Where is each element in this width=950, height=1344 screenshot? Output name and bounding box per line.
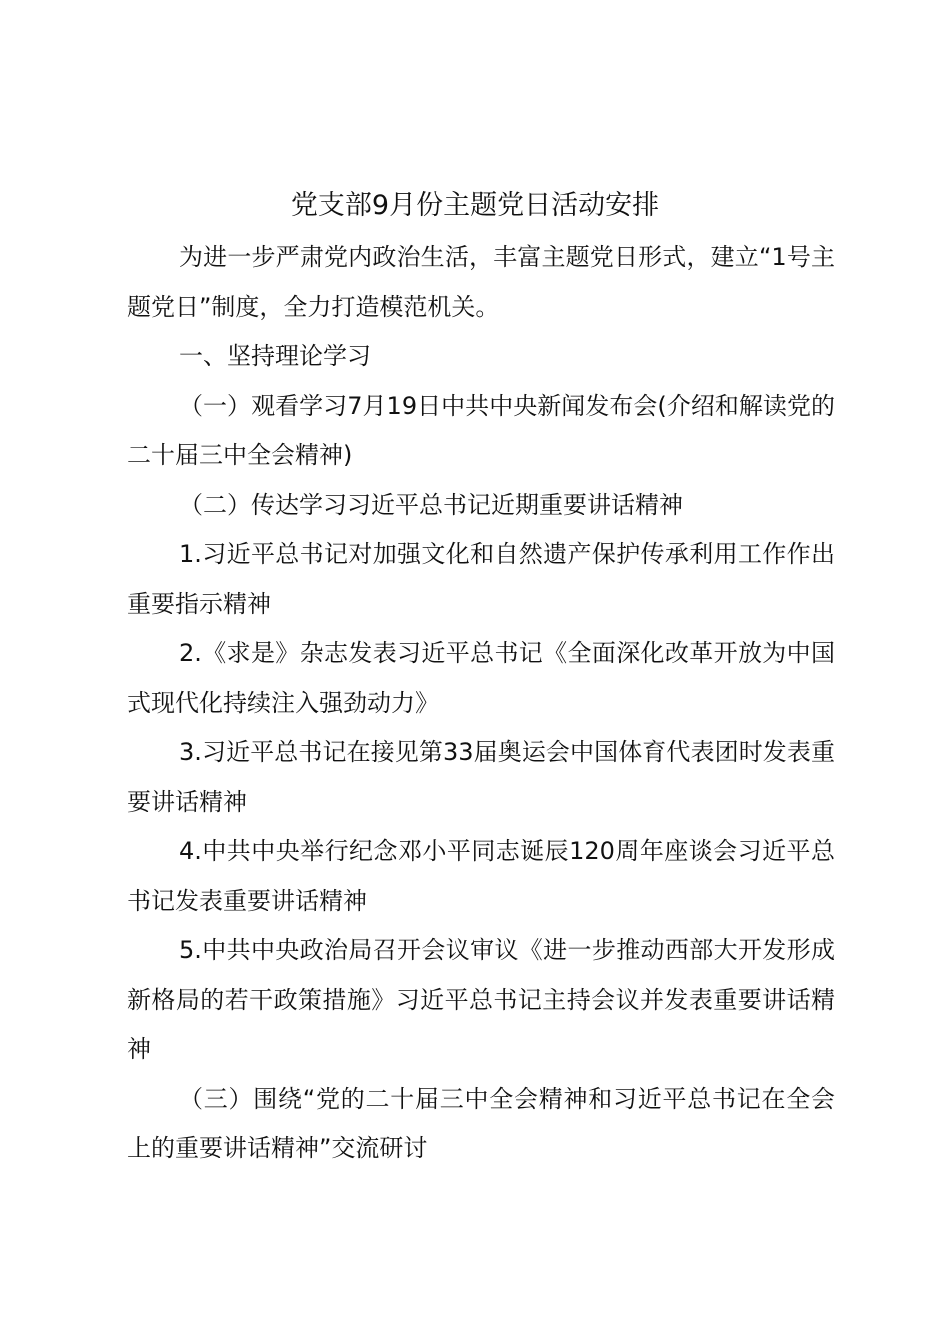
subsection-paragraph: （一）观看学习7月19日中共中央新闻发布会(介绍和解读党的二十届三中全会精神): [127, 391, 835, 469]
list-item: 5.中共中央政治局召开会议审议《进一步推动西部大开发形成新格局的若干政策措施》习近平总书记主持会议并发表重要讲话精神: [127, 936, 835, 1063]
intro-paragraph: 为进一步严肃党内政治生活，丰富主题党日形式，建立“1号主题党日”制度，全力打造模范机关。: [127, 243, 835, 321]
document-title: 党支部9月份主题党日活动安排: [290, 190, 660, 221]
list-item: 3.习近平总书记在接见第33届奥运会中国体育代表团时发表重要讲话精神: [127, 738, 835, 816]
subsection-paragraph: （三）围绕“党的二十届三中全会精神和习近平总书记在全会上的重要讲话精神”交流研讨: [127, 1084, 835, 1162]
list-item: 2.《求是》杂志发表习近平总书记《全面深化改革开放为中国式现代化持续注入强劲动力》: [127, 639, 835, 717]
list-item: 1.习近平总书记对加强文化和自然遗产保护传承利用工作作出重要指示精神: [127, 540, 835, 618]
section-heading: 一、坚持理论学习: [179, 342, 371, 370]
document-body: [127, 233, 835, 1174]
subsection-paragraph: （二）传达学习习近平总书记近期重要讲话精神: [179, 490, 683, 519]
list-item: 4.中共中央举行纪念邓小平同志诞辰120周年座谈会习近平总书记发表重要讲话精神: [127, 837, 835, 915]
